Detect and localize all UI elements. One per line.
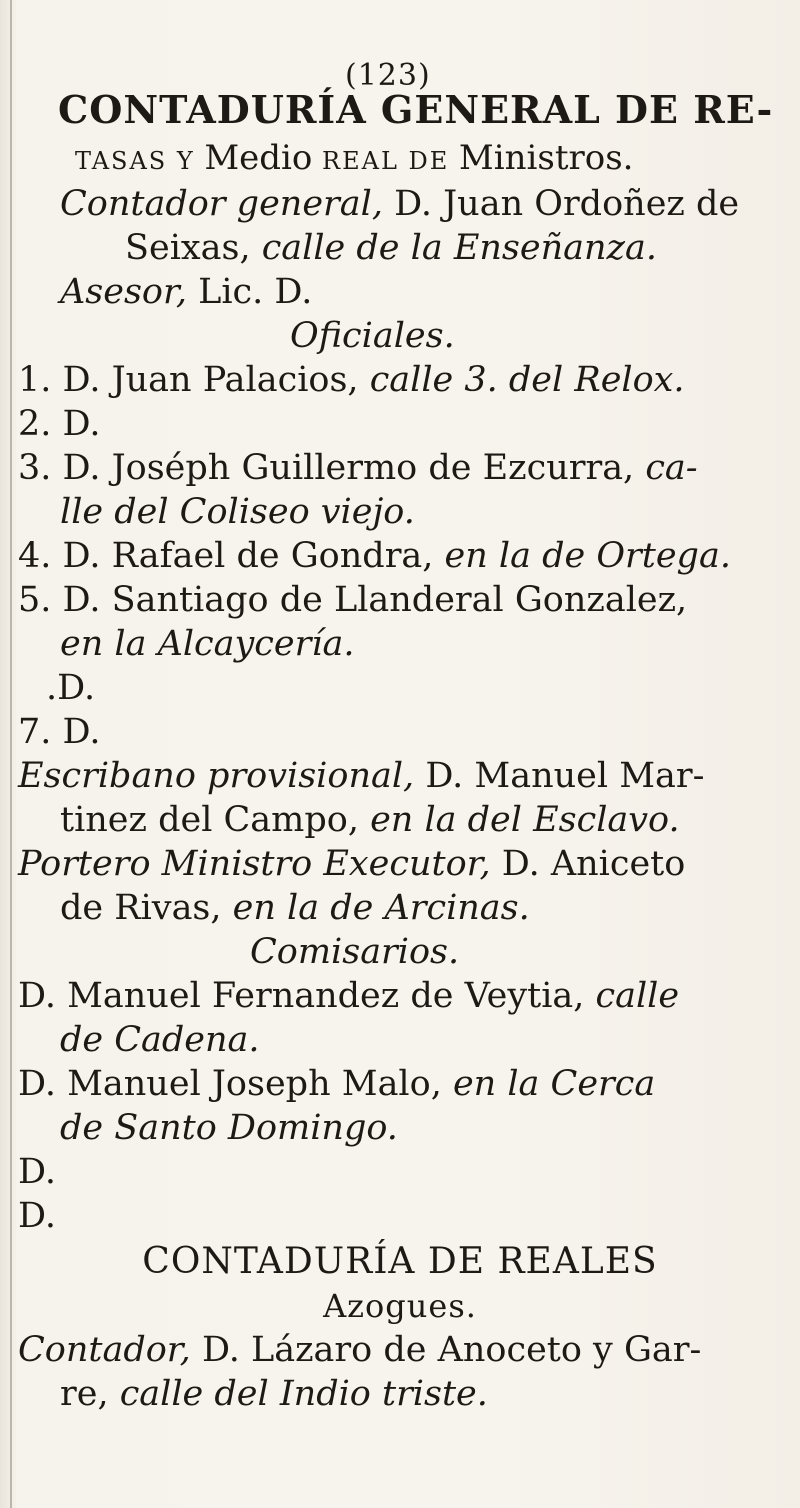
oficial-4: 4. D. Rafael de Gondra, en la de Ortega.: [18, 536, 731, 576]
page-number: (123): [345, 58, 431, 93]
comisario-4: D.: [18, 1196, 56, 1236]
oficial-6: .D.: [46, 668, 96, 708]
comisario-1-address: de Cadena.: [60, 1020, 260, 1060]
oficial-3-address: lle del Coliseo viejo.: [60, 492, 415, 532]
oficiales-header: Oficiales.: [290, 316, 455, 356]
section-subtitle: TASAS Y Medio REAL DE Ministros.: [75, 138, 634, 178]
oficial-2: 2. D.: [18, 404, 101, 444]
section-title: CONTADURÍA GENERAL DE RE-: [58, 87, 774, 132]
asesor-line: Asesor, Lic. D.: [60, 272, 313, 312]
oficial-5: 5. D. Santiago de Llanderal Gonzalez,: [18, 580, 688, 620]
escribano-line: Escribano provisional, D. Manuel Mar-: [18, 756, 705, 796]
comisario-2-address: de Santo Domingo.: [60, 1108, 398, 1148]
oficial-7: 7. D.: [18, 712, 101, 752]
section2-title: CONTADURÍA DE REALES: [142, 1241, 658, 1282]
section2-subtitle: Azogues.: [323, 1287, 477, 1325]
comisario-2: D. Manuel Joseph Malo, en la Cerca: [18, 1064, 656, 1104]
contador-general-address: Seixas, calle de la Enseñanza.: [125, 228, 657, 268]
contador-azogues-line: Contador, D. Lázaro de Anoceto y Gar-: [18, 1330, 702, 1370]
oficial-5-address: en la Alcaycería.: [60, 624, 355, 664]
portero-line: Portero Ministro Executor, D. Aniceto: [18, 844, 686, 884]
oficial-1: 1. D. Juan Palacios, calle 3. del Relox.: [18, 360, 685, 400]
escribano-address: tinez del Campo, en la del Esclavo.: [60, 800, 680, 840]
comisarios-header: Comisarios.: [250, 932, 460, 972]
comisario-3: D.: [18, 1152, 56, 1192]
comisario-1: D. Manuel Fernandez de Veytia, calle: [18, 976, 680, 1016]
oficial-3: 3. D. Joséph Guillermo de Ezcurra, ca-: [18, 448, 698, 488]
contador-azogues-address: re, calle del Indio triste.: [60, 1374, 488, 1414]
portero-address: de Rivas, en la de Arcinas.: [60, 888, 530, 928]
contador-general-line: Contador general, D. Juan Ordoñez de: [60, 184, 740, 224]
